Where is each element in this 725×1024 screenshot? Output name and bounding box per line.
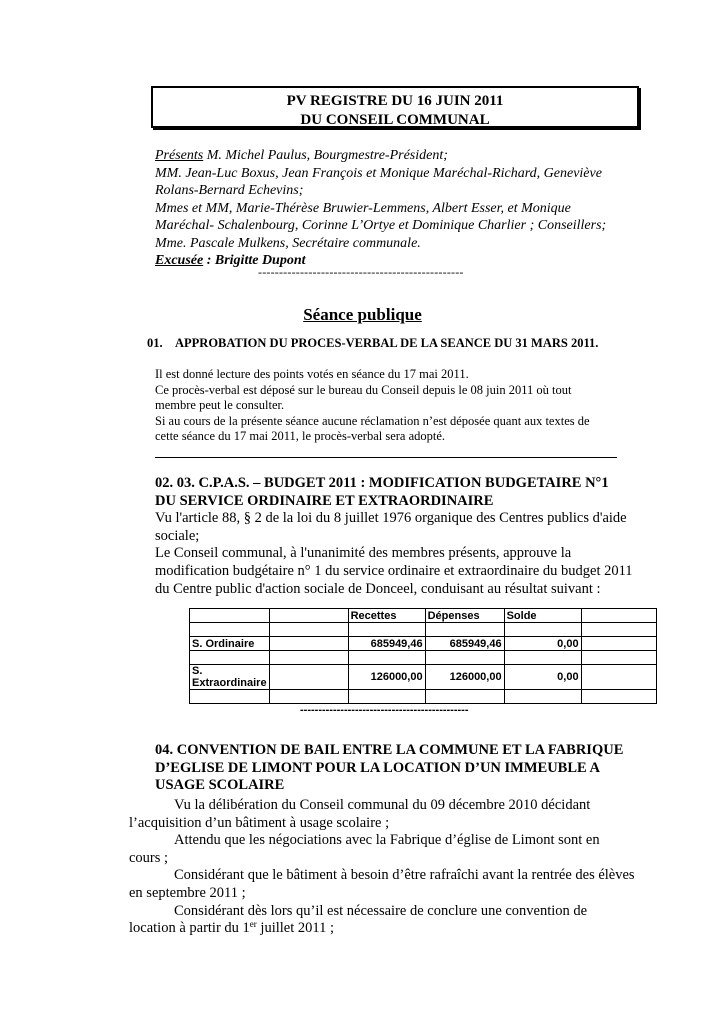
item-04-line: en septembre 2011 ; xyxy=(129,884,246,901)
item-04-line: Considérant que le bâtiment à besoin d’être rafraîchi avant la rentrée des élèves xyxy=(174,867,635,884)
table-header-cell xyxy=(190,609,270,623)
item-02-line: Le Conseil communal, à l'unanimité des membres présents, approuve la xyxy=(155,545,572,562)
item-04-line: l’acquisition d’un bâtiment à usage scolaire ; xyxy=(129,814,390,831)
table-cell xyxy=(581,651,656,665)
table-cell xyxy=(269,623,348,637)
item-04-heading-2: D’EGLISE DE LIMONT POUR LA LOCATION D’UN IMMEUBLE A xyxy=(155,759,600,776)
title-box xyxy=(151,86,639,128)
table-header-cell xyxy=(269,609,348,623)
item-04-heading-3: USAGE SCOLAIRE xyxy=(155,777,285,794)
item-04-text: location à partir du 1 xyxy=(129,920,250,937)
item-02-line: sociale; xyxy=(155,527,200,544)
budget-table xyxy=(189,608,657,704)
table-cell xyxy=(504,623,581,637)
table-cell xyxy=(269,651,348,665)
presents-label: Présents xyxy=(155,148,204,163)
item-02-heading-1: 02. 03. C.P.A.S. – BUDGET 2011 : MODIFICATION BUDGETAIRE N°1 xyxy=(155,475,609,491)
item-02-line: Vu l'article 88, § 2 de la loi du 8 juillet 1976 organique des Centres publics d'aide xyxy=(155,510,627,527)
section-heading-seance-publique: Séance publique xyxy=(303,305,422,324)
superscript-er: er xyxy=(249,919,257,930)
item-04-text: juillet 2011 ; xyxy=(256,920,334,937)
attendance-line-5: Maréchal- Schalenbourg, Corinne L’Ortye et Dominique Charlier ; Conseillers; xyxy=(155,218,607,233)
table-cell-recettes: 685949,46 xyxy=(348,637,425,651)
table-cell xyxy=(269,665,348,690)
table-header-row xyxy=(190,609,657,623)
excusee-name: : Brigitte Dupont xyxy=(203,253,306,268)
separator-line-1: ------------------------------------------------- xyxy=(258,265,464,279)
horizontal-rule xyxy=(155,457,617,458)
item-02-block xyxy=(155,475,635,598)
item-04-line xyxy=(129,920,649,938)
item-01-line: cette séance du 17 mai 2011, le procès-verbal sera adopté. xyxy=(155,429,446,444)
table-header-depenses: Dépenses xyxy=(425,609,504,623)
table-header-cell xyxy=(581,609,656,623)
item-01-line: Il est donné lecture des points votés en séance du 17 mai 2011. xyxy=(155,367,469,381)
table-cell xyxy=(348,690,425,704)
attendance-line-2: MM. Jean-Luc Boxus, Jean François et Monique Maréchal-Richard, Geneviève xyxy=(155,165,602,181)
table-row xyxy=(190,690,657,704)
item-02-heading-2: DU SERVICE ORDINAIRE ET EXTRAORDINAIRE xyxy=(155,492,494,509)
excusee-label: Excusée xyxy=(155,253,204,268)
table-cell xyxy=(581,637,656,651)
attendance-line-6: Mme. Pascale Mulkens, Secrétaire communale. xyxy=(155,235,421,251)
table-cell xyxy=(581,690,656,704)
table-cell xyxy=(504,690,581,704)
attendance-line-3: Rolans-Bernard Echevins; xyxy=(155,183,304,198)
item-01-body xyxy=(155,367,635,445)
item-01-number: 01. xyxy=(147,336,163,350)
table-row xyxy=(190,623,657,637)
table-cell-depenses: 685949,46 xyxy=(425,637,504,651)
table-cell xyxy=(581,665,656,690)
table-cell-solde: 0,00 xyxy=(504,665,581,690)
table-header-solde: Solde xyxy=(504,609,581,623)
attendance-block xyxy=(155,147,635,270)
table-cell xyxy=(269,690,348,704)
table-cell xyxy=(348,651,425,665)
item-02-line: modification budgétaire n° 1 du service ordinaire et extraordinaire du budget 2011 xyxy=(155,562,633,579)
item-01-heading xyxy=(147,336,598,351)
table-cell xyxy=(425,623,504,637)
table-cell-depenses: 126000,00 xyxy=(425,665,504,690)
item-01-line: Si au cours de la présente séance aucune réclamation n’est déposée quant aux textes de xyxy=(155,413,590,428)
item-01-line: membre peut le consulter. xyxy=(155,398,285,413)
item-01-line: Ce procès-verbal est déposé sur le bureau du Conseil depuis le 08 juin 2011 où tout xyxy=(155,382,572,397)
table-cell xyxy=(190,651,270,665)
table-cell xyxy=(504,651,581,665)
item-04-body xyxy=(129,797,649,938)
table-cell-recettes: 126000,00 xyxy=(348,665,425,690)
table-cell xyxy=(190,623,270,637)
table-header-recettes: Recettes xyxy=(348,609,425,623)
title-line-1: PV REGISTRE DU 16 JUIN 2011 xyxy=(286,93,504,109)
table-cell xyxy=(348,623,425,637)
table-cell-label: S. Extraordinaire xyxy=(190,665,270,690)
presents-mayor: M. Michel Paulus, Bourgmestre-Président; xyxy=(203,148,448,163)
table-cell xyxy=(581,623,656,637)
item-04-line: Considérant dès lors qu’il est nécessaire de conclure une convention de xyxy=(174,902,588,919)
table-row xyxy=(190,665,657,690)
item-01-title: APPROBATION DU PROCES-VERBAL DE LA SEANCE DU 31 MARS 2011. xyxy=(175,336,599,350)
table-cell-solde: 0,00 xyxy=(504,637,581,651)
table-cell xyxy=(425,690,504,704)
item-04-heading-1: 04. CONVENTION DE BAIL ENTRE LA COMMUNE ET LA FABRIQUE xyxy=(155,742,624,758)
separator-line-2: ---------------------------------------------- xyxy=(300,704,469,716)
item-02-line: du Centre public d'action sociale de Donceel, conduisant au résultat suivant : xyxy=(155,580,601,597)
item-04-line: Attendu que les négociations avec la Fabrique d’église de Limont sont en xyxy=(174,832,600,849)
item-04-line: Vu la délibération du Conseil communal du 09 décembre 2010 décidant xyxy=(174,797,591,813)
title-line-2: DU CONSEIL COMMUNAL xyxy=(300,112,490,128)
item-04-line: cours ; xyxy=(129,849,169,866)
table-cell xyxy=(425,651,504,665)
attendance-line-4: Mmes et MM, Marie-Thérèse Bruwier-Lemmens, Albert Esser, et Monique xyxy=(155,200,571,216)
item-04-heading xyxy=(155,742,623,795)
table-row xyxy=(190,637,657,651)
table-cell xyxy=(190,690,270,704)
table-row xyxy=(190,651,657,665)
table-cell xyxy=(269,637,348,651)
table-cell-label: S. Ordinaire xyxy=(190,637,270,651)
